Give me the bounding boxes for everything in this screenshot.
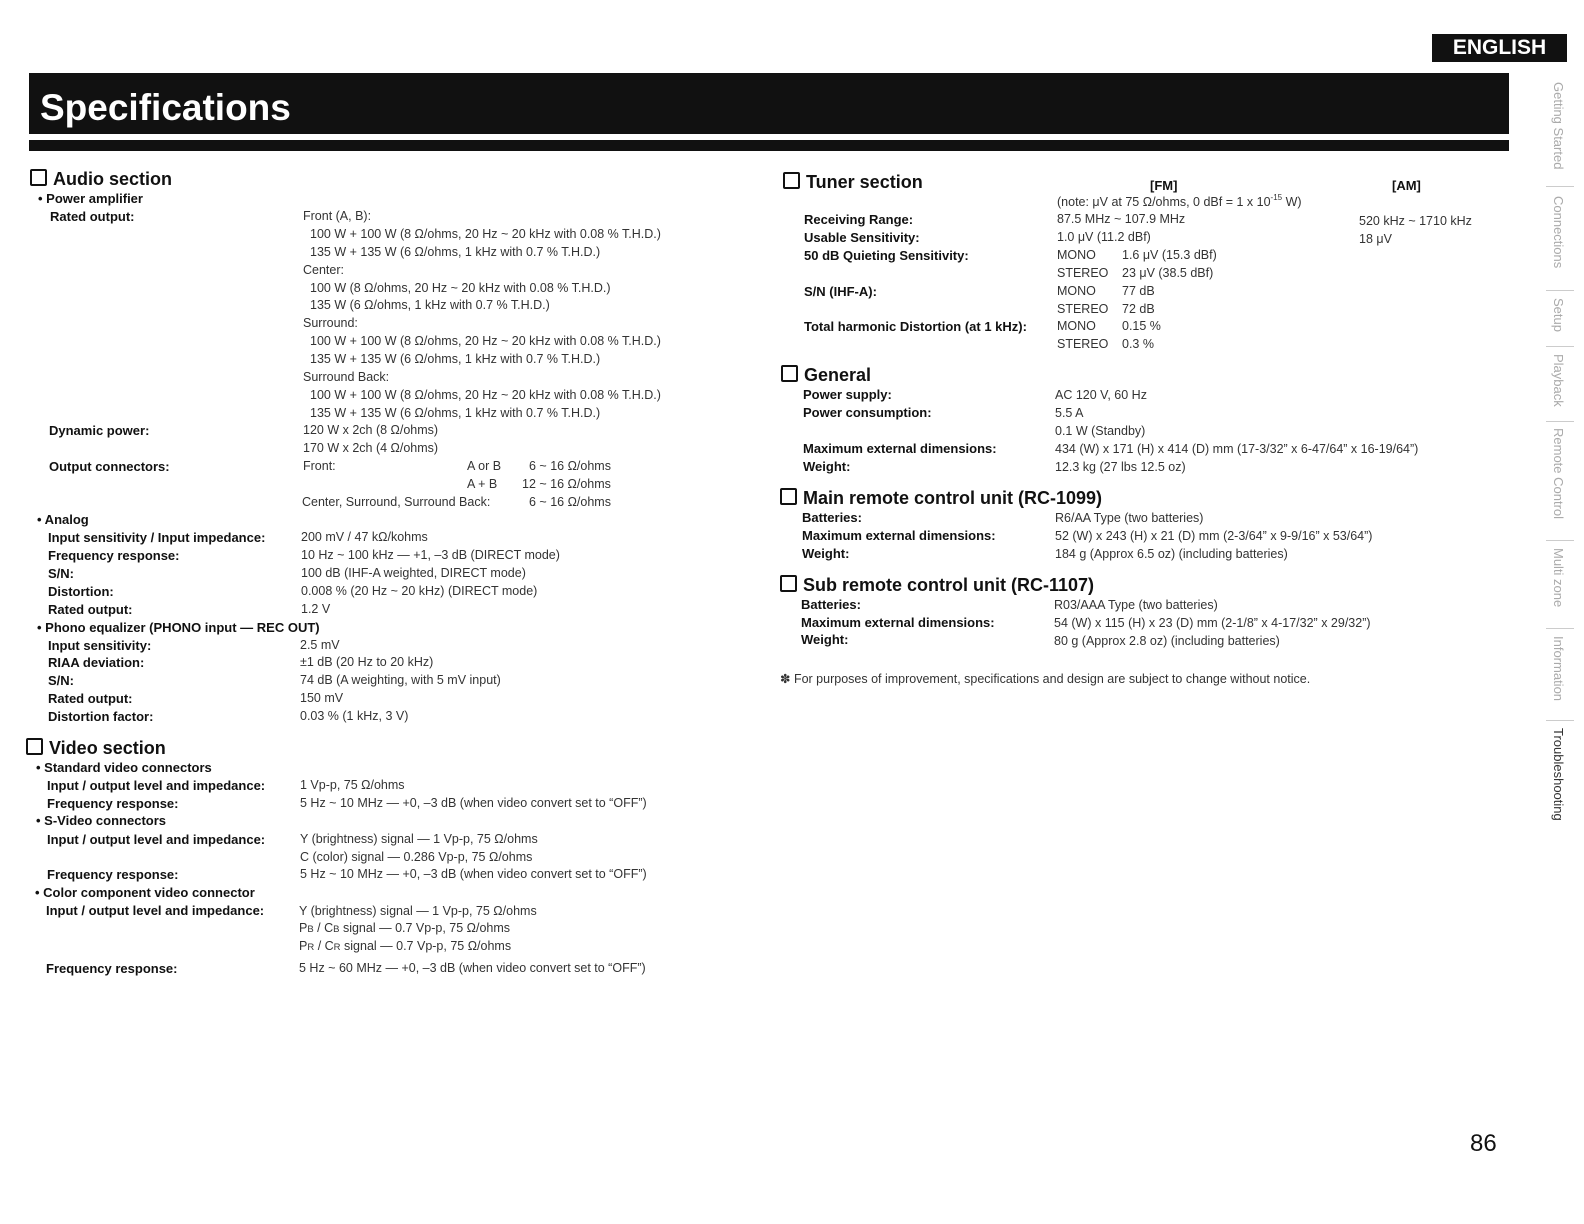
usable-sensitivity-fm: 1.0 μV (11.2 dBf)	[1057, 230, 1151, 244]
cp-io-value-1: Y (brightness) signal — 1 Vp-p, 75 Ω/ohms	[299, 904, 537, 918]
rated-output-label: Rated output:	[50, 209, 135, 224]
oc-front-label: Front:	[303, 459, 336, 473]
tuner-sn-mono-label: MONO	[1057, 284, 1096, 298]
center-value-1: 100 W (8 Ω/ohms, 20 Hz ~ 20 kHz with 0.08 % T.H.D.)	[310, 281, 611, 295]
usable-sensitivity-am: 18 μV	[1359, 232, 1392, 246]
output-connectors-label: Output connectors:	[49, 459, 170, 474]
tuner-section-heading: Tuner section	[783, 172, 923, 193]
phono-distortion-value: 0.03 % (1 kHz, 3 V)	[300, 709, 409, 723]
riaa-deviation-label: RIAA deviation:	[48, 655, 145, 670]
audio-section-heading: Audio section	[30, 169, 172, 190]
distortion-label: Distortion:	[48, 584, 114, 599]
thd-mono-label: MONO	[1057, 319, 1096, 333]
checkbox-icon	[26, 738, 43, 755]
input-sensitivity-value: 200 mV / 47 kΩ/kohms	[301, 530, 428, 544]
sub-remote-batteries-label: Batteries:	[801, 597, 861, 612]
oc-a-plus-b-label: A + B	[467, 477, 498, 491]
std-freq-value: 5 Hz ~ 10 MHz — +0, –3 dB (when video convert set to “OFF”)	[300, 796, 647, 810]
front-value-2: 135 W + 135 W (6 Ω/ohms, 1 kHz with 0.7 % T.H.D.)	[310, 245, 601, 259]
main-remote-weight-value: 184 g (Approx 6.5 oz) (including batteries)	[1055, 547, 1288, 561]
tab-divider	[1546, 628, 1574, 629]
tab-divider	[1546, 290, 1574, 291]
power-consumption-value-2: 0.1 W (Standby)	[1055, 424, 1146, 438]
sub-remote-section-heading: Sub remote control unit (RC-1107)	[780, 575, 1094, 596]
frequency-response-label: Frequency response:	[48, 548, 180, 563]
sub-remote-weight-label: Weight:	[801, 632, 849, 647]
oc-a-or-b-label: A or B	[467, 459, 502, 473]
checkbox-icon	[781, 365, 798, 382]
page-title: Specifications	[40, 87, 291, 128]
cp-io-label: Input / output level and impedance:	[46, 903, 265, 918]
front-value-1: 100 W + 100 W (8 Ω/ohms, 20 Hz ~ 20 kHz with 0.08 % T.H.D.)	[310, 227, 661, 241]
checkbox-icon	[30, 169, 47, 186]
dynamic-power-label: Dynamic power:	[49, 423, 150, 438]
receiving-range-fm: 87.5 MHz ~ 107.9 MHz	[1057, 212, 1186, 226]
tuner-sn-stereo-value: 72 dB	[1122, 302, 1155, 316]
sub-remote-dimensions-label: Maximum external dimensions:	[801, 615, 995, 630]
sn-label: S/N:	[48, 566, 74, 581]
rated-output-analog-value: 1.2 V	[301, 602, 331, 616]
oc-center-value: 6 ~ 16 Ω/ohms	[529, 495, 611, 509]
page-number: 86	[1470, 1130, 1497, 1157]
cp-io-value-3: PR / CR signal — 0.7 Vp-p, 75 Ω/ohms	[299, 939, 512, 953]
rated-output-analog-label: Rated output:	[48, 602, 133, 617]
checkbox-icon	[780, 575, 797, 592]
language-badge: ENGLISH	[1432, 34, 1567, 62]
surround-value-1: 100 W + 100 W (8 Ω/ohms, 20 Hz ~ 20 kHz with 0.08 % T.H.D.)	[310, 334, 661, 348]
oc-center-label: Center, Surround, Surround Back:	[302, 495, 491, 509]
tuner-sn-stereo-label: STEREO	[1057, 302, 1109, 316]
tab-divider	[1546, 346, 1574, 347]
checkbox-icon	[780, 488, 797, 505]
sv-io-value-1: Y (brightness) signal — 1 Vp-p, 75 Ω/ohms	[300, 832, 538, 846]
sub-remote-weight-value: 80 g (Approx 2.8 oz) (including batteries)	[1054, 634, 1280, 648]
general-dimensions-value: 434 (W) x 171 (H) x 414 (D) mm (17-3/32” x 6-47/64” x 16-19/64”)	[1055, 442, 1419, 456]
riaa-deviation-value: ±1 dB (20 Hz to 20 kHz)	[300, 655, 434, 669]
tab-divider	[1546, 186, 1574, 187]
frequency-response-value: 10 Hz ~ 100 kHz — +1, –3 dB (DIRECT mode)	[301, 548, 560, 562]
tab-divider	[1546, 421, 1574, 422]
svideo-subheading: • S-Video connectors	[36, 813, 167, 828]
header-rule	[29, 140, 1509, 151]
thd-mono-value: 0.15 %	[1122, 319, 1161, 333]
power-consumption-label: Power consumption:	[803, 405, 932, 420]
thd-stereo-value: 0.3 %	[1122, 337, 1154, 351]
center-label: Center:	[303, 263, 344, 277]
general-weight-value: 12.3 kg (27 lbs 12.5 oz)	[1055, 460, 1186, 474]
surround-back-value-1: 100 W + 100 W (8 Ω/ohms, 20 Hz ~ 20 kHz with 0.08 % T.H.D.)	[310, 388, 661, 402]
quieting-stereo-value: 23 μV (38.5 dBf)	[1122, 266, 1214, 280]
surround-label: Surround:	[303, 316, 358, 330]
phono-input-sensitivity-value: 2.5 mV	[300, 638, 340, 652]
cp-io-value-2: PB / CB signal — 0.7 Vp-p, 75 Ω/ohms	[299, 921, 511, 935]
oc-a-plus-b-value: 12 ~ 16 Ω/ohms	[522, 477, 611, 491]
tab-divider	[1546, 720, 1574, 721]
main-remote-dimensions-label: Maximum external dimensions:	[802, 528, 996, 543]
main-remote-batteries-label: Batteries:	[802, 510, 862, 525]
thd-stereo-label: STEREO	[1057, 337, 1109, 351]
tuner-sn-label: S/N (IHF-A):	[804, 284, 877, 299]
video-section-heading: Video section	[26, 738, 166, 759]
main-remote-dimensions-value: 52 (W) x 243 (H) x 21 (D) mm (2-3/64” x 9-9/16” x 53/64”)	[1055, 529, 1373, 543]
surround-back-value-2: 135 W + 135 W (6 Ω/ohms, 1 kHz with 0.7 % T.H.D.)	[310, 406, 601, 420]
phono-input-sensitivity-label: Input sensitivity:	[48, 638, 152, 653]
sn-value: 100 dB (IHF-A weighted, DIRECT mode)	[301, 566, 526, 580]
quieting-mono-value: 1.6 μV (15.3 dBf)	[1122, 248, 1217, 262]
thd-label: Total harmonic Distortion (at 1 kHz):	[804, 319, 1027, 334]
std-io-value: 1 Vp-p, 75 Ω/ohms	[300, 778, 405, 792]
std-io-label: Input / output level and impedance:	[47, 778, 266, 793]
cp-freq-value: 5 Hz ~ 60 MHz — +0, –3 dB (when video convert set to “OFF”)	[299, 961, 646, 975]
footnote: ✽ For purposes of improvement, specifications and design are subject to change without notice.	[780, 672, 1311, 686]
input-sensitivity-label: Input sensitivity / Input impedance:	[48, 530, 266, 545]
quieting-mono-label: MONO	[1057, 248, 1096, 262]
distortion-value: 0.008 % (20 Hz ~ 20 kHz) (DIRECT mode)	[301, 584, 538, 598]
dynamic-power-value-2: 170 W x 2ch (4 Ω/ohms)	[303, 441, 439, 455]
surround-back-label: Surround Back:	[303, 370, 390, 384]
phono-sn-label: S/N:	[48, 673, 74, 688]
quieting-sensitivity-label: 50 dB Quieting Sensitivity:	[804, 248, 969, 263]
front-label: Front (A, B):	[303, 209, 372, 223]
general-section-heading: General	[781, 365, 871, 386]
oc-a-or-b-value: 6 ~ 16 Ω/ohms	[529, 459, 611, 473]
quieting-stereo-label: STEREO	[1057, 266, 1109, 280]
tuner-note: (note: μV at 75 Ω/ohms, 0 dBf = 1 x $10^{-15}$ W)	[1057, 193, 1302, 209]
receiving-range-am: 520 kHz ~ 1710 kHz	[1359, 214, 1472, 228]
receiving-range-label: Receiving Range:	[804, 212, 914, 227]
tuner-sn-mono-value: 77 dB	[1122, 284, 1155, 298]
main-remote-weight-label: Weight:	[802, 546, 850, 561]
sv-io-value-2: C (color) signal — 0.286 Vp-p, 75 Ω/ohms	[300, 850, 533, 864]
main-remote-batteries-value: R6/AA Type (two batteries)	[1055, 511, 1204, 525]
checkbox-icon	[783, 172, 800, 189]
center-value-2: 135 W (6 Ω/ohms, 1 kHz with 0.7 % T.H.D.)	[310, 298, 550, 312]
surround-value-2: 135 W + 135 W (6 Ω/ohms, 1 kHz with 0.7 % T.H.D.)	[310, 352, 601, 366]
power-supply-label: Power supply:	[803, 387, 892, 402]
std-freq-label: Frequency response:	[47, 796, 179, 811]
sv-freq-value: 5 Hz ~ 10 MHz — +0, –3 dB (when video convert set to “OFF”)	[300, 867, 647, 881]
sv-freq-label: Frequency response:	[47, 867, 179, 882]
tab-divider	[1546, 540, 1574, 541]
component-video-subheading: • Color component video connector	[35, 885, 255, 900]
power-supply-value: AC 120 V, 60 Hz	[1055, 388, 1147, 402]
phono-rated-output-label: Rated output:	[48, 691, 133, 706]
phono-subheading: • Phono equalizer (PHONO input — REC OUT)	[37, 620, 320, 635]
general-weight-label: Weight:	[803, 459, 851, 474]
sub-remote-batteries-value: R03/AAA Type (two batteries)	[1054, 598, 1218, 612]
usable-sensitivity-label: Usable Sensitivity:	[804, 230, 920, 245]
dynamic-power-value-1: 120 W x 2ch (8 Ω/ohms)	[303, 423, 439, 437]
power-amplifier-subheading: • Power amplifier	[38, 191, 143, 206]
main-remote-section-heading: Main remote control unit (RC-1099)	[780, 488, 1102, 509]
power-consumption-value-1: 5.5 A	[1055, 406, 1084, 420]
phono-distortion-label: Distortion factor:	[48, 709, 154, 724]
sv-io-label: Input / output level and impedance:	[47, 832, 266, 847]
am-column-header: [AM]	[1392, 178, 1421, 193]
sub-remote-dimensions-value: 54 (W) x 115 (H) x 23 (D) mm (2-1/8” x 4-17/32” x 29/32”)	[1054, 616, 1371, 630]
analog-subheading: • Analog	[37, 512, 89, 527]
phono-rated-output-value: 150 mV	[300, 691, 344, 705]
phono-sn-value: 74 dB (A weighting, with 5 mV input)	[300, 673, 501, 687]
side-tabs: Getting Started Connections Setup Playback Remote Control Multi zone Information Troubleshooting	[1536, 78, 1576, 858]
standard-video-subheading: • Standard video connectors	[36, 760, 212, 775]
general-dimensions-label: Maximum external dimensions:	[803, 441, 997, 456]
fm-column-header: [FM]	[1150, 178, 1178, 193]
cp-freq-label: Frequency response:	[46, 961, 178, 976]
